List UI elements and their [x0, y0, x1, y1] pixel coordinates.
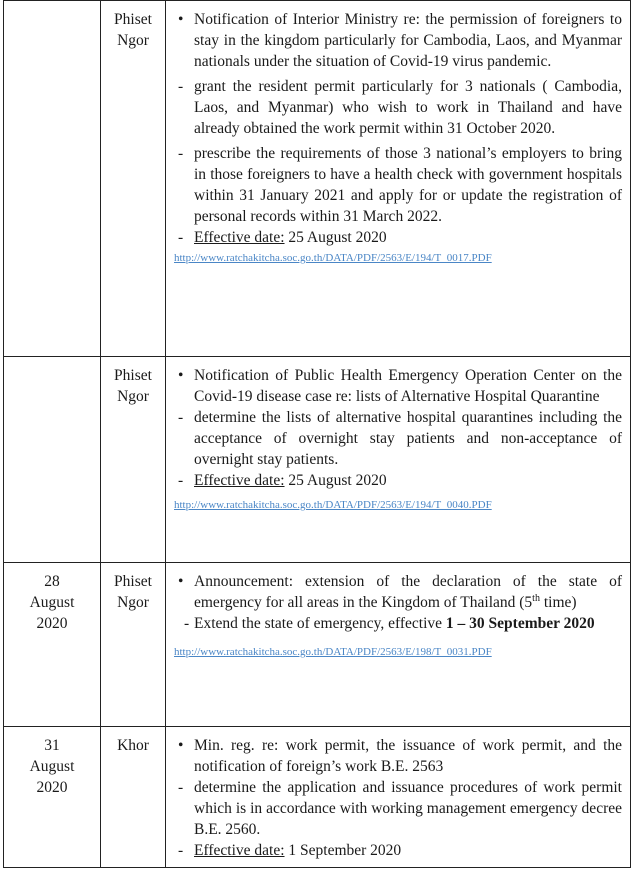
ordinal-suffix: th — [532, 592, 540, 604]
dash-item — [174, 143, 622, 227]
effective-label: Effective date: — [194, 842, 285, 859]
date-line: 28 — [44, 573, 60, 590]
date-cell — [4, 563, 101, 727]
source-link[interactable]: http://www.ratchakitcha.soc.go.th/DATA/PDF/2563/E/194/T_0040.PDF — [174, 499, 492, 511]
effective-value: 1 September 2020 — [284, 842, 402, 859]
bullet-item: • Min. reg. re: work permit, the issuance of work permit, and the notification of foreign’s work B.E. 2563 — [174, 735, 622, 777]
date-line: 2020 — [36, 615, 68, 632]
dash-item — [174, 777, 622, 840]
section-cell — [101, 563, 166, 727]
table-row — [4, 727, 631, 868]
dash-mark: - — [178, 409, 184, 426]
section-cell — [101, 357, 166, 563]
dash-mark: - — [178, 78, 184, 95]
table-row — [4, 563, 631, 727]
effective-date: - Effective date: 25 August 2020 — [178, 472, 387, 489]
description-cell — [166, 1, 631, 357]
section-line: Phiset — [114, 11, 152, 28]
section-line: Phiset — [114, 367, 152, 384]
table-row — [4, 1, 631, 357]
bullet-item: • Notification of Interior Ministry re: the permission of foreigners to stay in the kingdom particularly for Cambodia, Laos, and Myanmar nationals under the situation of Covid-19 virus pandemic. — [174, 9, 622, 72]
section-line: Ngor — [117, 594, 149, 611]
section-line: Ngor — [117, 32, 149, 49]
date-cell — [4, 357, 101, 563]
regulation-table — [3, 0, 631, 868]
date-line: 2020 — [36, 779, 68, 796]
date-line: August — [29, 594, 75, 611]
bullet-text-end: time) — [539, 594, 577, 611]
effective-date: - Effective date: 1 September 2020 — [178, 842, 402, 859]
section-cell — [101, 727, 166, 868]
bullet-item — [174, 571, 622, 613]
source-link[interactable]: http://www.ratchakitcha.soc.go.th/DATA/PDF/2563/E/198/T_0031.PDF — [174, 646, 492, 658]
description-cell — [166, 357, 631, 563]
dash-text: determine the application and issuance procedures of work permit which is in accordance with working management emergency decree B.E. 2560. — [194, 779, 622, 838]
dash-text: prescribe the requirements of those 3 national’s employers to bring in those foreigners to have a health check with government hospitals within 31 January 2021 and apply for or update the registration of personal records within 31 March 2022. — [194, 145, 622, 225]
effective-label: Effective date: — [194, 229, 285, 246]
dash-mark: - — [184, 615, 190, 632]
bullet-item: • Notification of Public Health Emergency Operation Center on the Covid-19 disease case re: lists of Alternative Hospital Quarantine — [174, 365, 622, 407]
table-row — [4, 357, 631, 563]
dash-text: determine the lists of alternative hospital quarantines including the acceptance of overnight stay patients and non-acceptance of overnight stay patients. — [194, 409, 622, 468]
dash-mark: - — [178, 779, 184, 796]
dash-item — [174, 76, 622, 139]
date-cell — [4, 1, 101, 357]
dash-item — [174, 407, 622, 470]
section-line: Phiset — [114, 573, 152, 590]
description-cell — [166, 563, 631, 727]
description-cell — [166, 727, 631, 868]
dash-mark: - — [178, 145, 184, 162]
date-line: 31 — [44, 737, 60, 754]
section-line: Khor — [117, 737, 149, 754]
dash-bold-text: 1 – 30 September 2020 — [445, 615, 595, 632]
effective-date: - Effective date: 25 August 2020 — [178, 229, 387, 246]
section-line: Ngor — [117, 388, 149, 405]
date-line: August — [29, 758, 75, 775]
effective-label: Effective date: — [194, 472, 285, 489]
section-cell — [101, 1, 166, 357]
source-link[interactable]: http://www.ratchakitcha.soc.go.th/DATA/PDF/2563/E/194/T_0017.PDF — [174, 252, 492, 264]
effective-value: 25 August 2020 — [284, 472, 387, 489]
date-cell — [4, 727, 101, 868]
dash-item — [174, 613, 622, 634]
dash-text: grant the resident permit particularly for 3 nationals ( Cambodia, Laos, and Myanmar) who wish to work in Thailand and have already obtained the work permit within 31 October 2020. — [194, 78, 622, 137]
effective-value: 25 August 2020 — [284, 229, 387, 246]
dash-text: Extend the state of emergency, effective — [194, 615, 446, 632]
bullet-text: Announcement: extension of the declaration of the state of emergency for all areas in the Kingdom of Thailand (5 — [194, 573, 622, 611]
